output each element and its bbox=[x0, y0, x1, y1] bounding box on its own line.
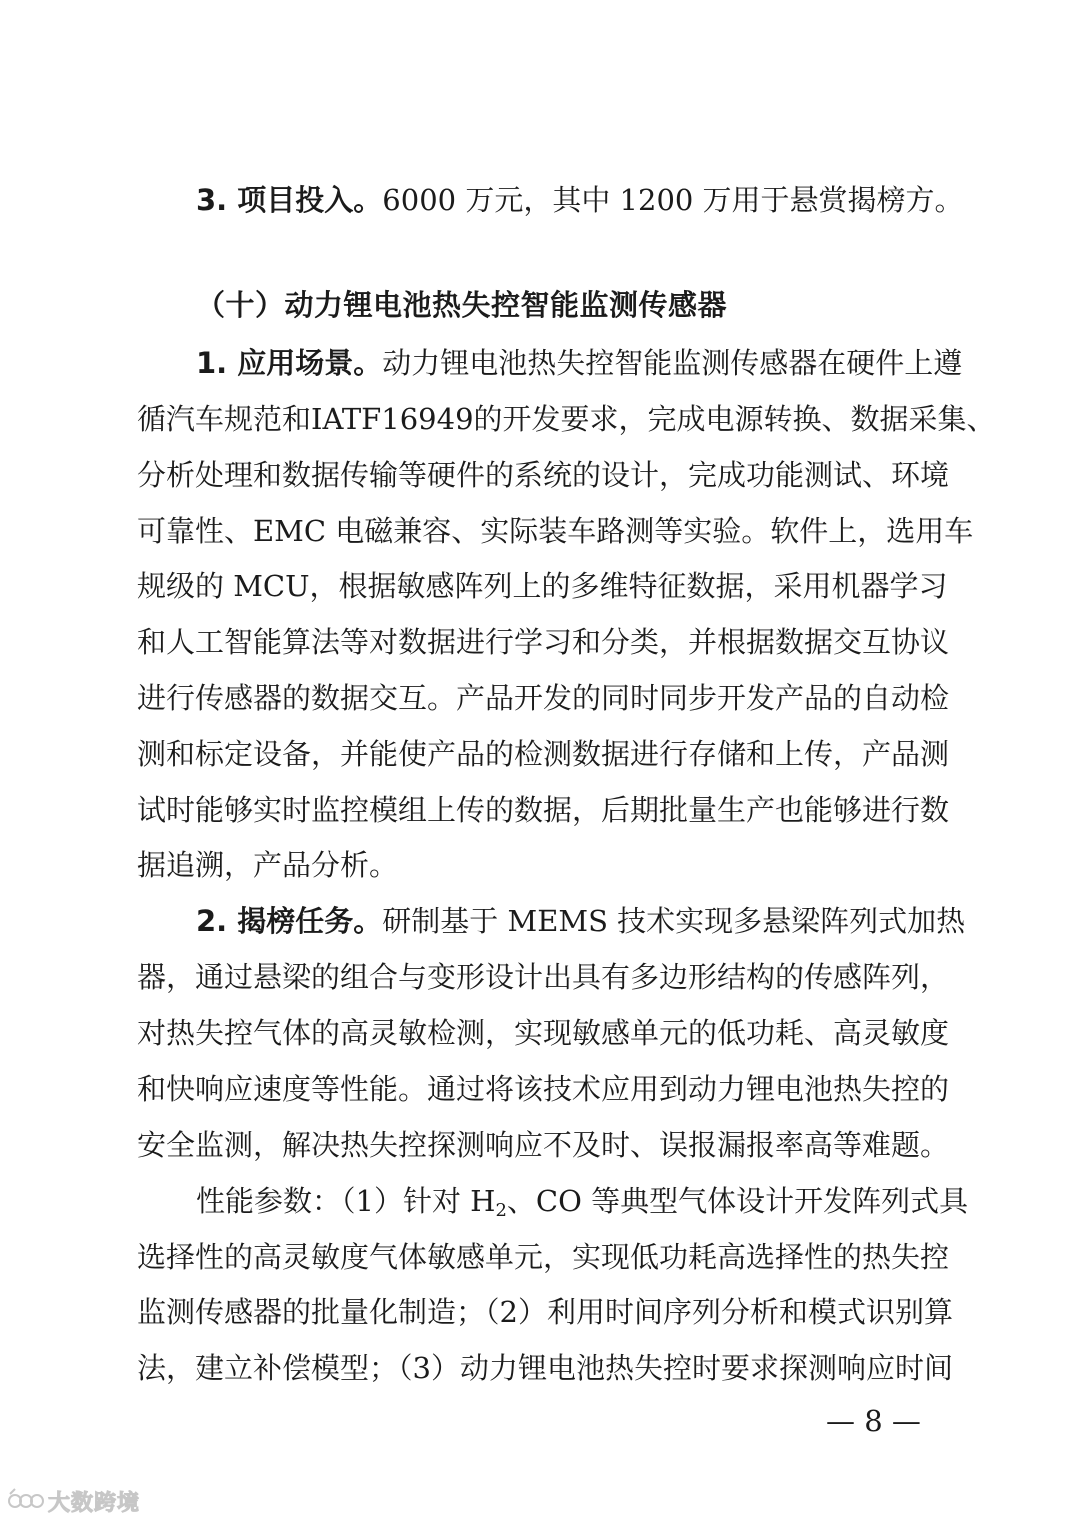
scenario-line-9: 据追溯，产品分析。 bbox=[137, 848, 399, 882]
performance-prefix: 性能参数：（1）针对 H bbox=[196, 1184, 496, 1218]
scenario-line-8: 试时能够实时监控模组上传的数据，后期批量生产也能够进行数 bbox=[137, 793, 950, 827]
project-investment-paragraph bbox=[196, 183, 964, 217]
scenario-line-0 bbox=[196, 346, 963, 380]
task-line-0 bbox=[196, 904, 966, 938]
performance-subscript: 2 bbox=[495, 1200, 507, 1221]
task-text-0: 研制基于 MEMS 技术实现多悬梁阵列式加热 bbox=[382, 904, 966, 938]
performance-line-0 bbox=[196, 1184, 969, 1221]
scenario-lead: 1. 应用场景。 bbox=[196, 346, 383, 380]
section-title: （十）动力锂电池热失控智能监测传感器 bbox=[196, 288, 728, 322]
scenario-line-1: 循汽车规范和IATF16949的开发要求，完成电源转换、数据采集、 bbox=[137, 402, 996, 436]
task-line-1: 器，通过悬梁的组合与变形设计出具有多边形结构的传感阵列， bbox=[137, 960, 950, 994]
task-line-3: 和快响应速度等性能。通过将该技术应用到动力锂电池热失控的 bbox=[137, 1072, 950, 1106]
task-line-4: 安全监测，解决热失控探测响应不及时、误报漏报率高等难题。 bbox=[137, 1128, 950, 1162]
watermark-text: 大数跨境 bbox=[48, 1490, 141, 1516]
task-line-2: 对热失控气体的高灵敏检测，实现敏感单元的低功耗、高灵敏度 bbox=[137, 1016, 950, 1050]
project-investment-text: 6000 万元，其中 1200 万用于悬赏揭榜方。 bbox=[382, 183, 964, 217]
scenario-line-5: 和人工智能算法等对数据进行学习和分类，并根据数据交互协议 bbox=[137, 625, 950, 659]
scenario-line-7: 测和标定设备，并能使产品的检测数据进行存储和上传，产品测 bbox=[137, 737, 950, 771]
performance-suffix: 、CO 等典型气体设计开发阵列式具 bbox=[506, 1184, 969, 1218]
task-lead: 2. 揭榜任务。 bbox=[196, 904, 383, 938]
scenario-line-2: 分析处理和数据传输等硬件的系统的设计，完成功能测试、环境 bbox=[137, 458, 950, 492]
watermark-logo-icon bbox=[6, 1486, 44, 1516]
scenario-line-4: 规级的 MCU，根据敏感阵列上的多维特征数据，采用机器学习 bbox=[137, 569, 948, 603]
scenario-text-0: 动力锂电池热失控智能监测传感器在硬件上遵 bbox=[382, 346, 963, 380]
scenario-line-6: 进行传感器的数据交互。产品开发的同时同步开发产品的自动检 bbox=[137, 681, 950, 715]
performance-line-1: 选择性的高灵敏度气体敏感单元，实现低功耗高选择性的热失控 bbox=[137, 1240, 950, 1274]
project-investment-lead: 3. 项目投入。 bbox=[196, 183, 383, 217]
performance-line-2: 监测传感器的批量化制造；（2）利用时间序列分析和模式识别算 bbox=[137, 1295, 953, 1329]
performance-line-3: 法，建立补偿模型；（3）动力锂电池热失控时要求探测响应时间 bbox=[137, 1351, 953, 1385]
watermark bbox=[6, 1484, 140, 1518]
page-number: — 8 — bbox=[826, 1404, 921, 1438]
scenario-line-3: 可靠性、EMC 电磁兼容、实际装车路测等实验。软件上，选用车 bbox=[137, 514, 974, 548]
